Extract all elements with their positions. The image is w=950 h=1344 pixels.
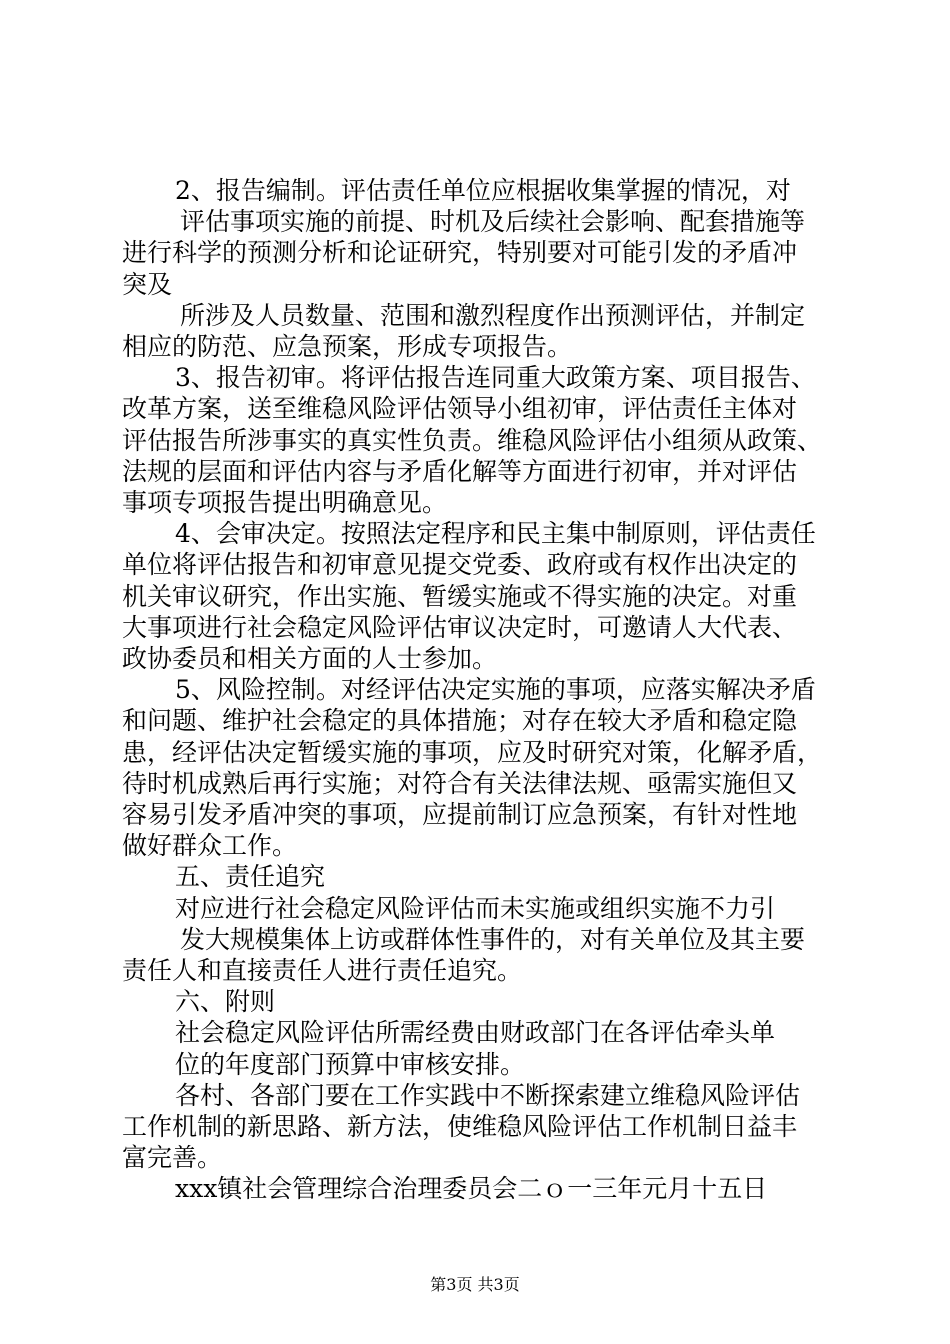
text-line: 2、报告编制。评估责任单位应根据收集掌握的情况，对 bbox=[175, 176, 791, 205]
text-line: 和问题、维护社会稳定的具体措施；对存在较大矛盾和稳定隐 bbox=[122, 706, 798, 735]
text-line: 事项专项报告提出明确意见。 bbox=[122, 488, 448, 517]
text-line: 社会稳定风险评估所需经费由财政部门在各评估牵头单 bbox=[175, 1018, 776, 1047]
text-line: xxx镇社会管理综合治理委员会二ｏ一三年元月十五日 bbox=[175, 1174, 768, 1203]
text-line: 单位将评估报告和初审意见提交党委、政府或有权作出决定的 bbox=[122, 550, 798, 579]
text-line: 发大规模集体上访或群体性事件的，对有关单位及其主要 bbox=[180, 925, 806, 954]
text-line: 容易引发矛盾冲突的事项，应提前制订应急预案，有针对性地 bbox=[122, 800, 798, 829]
text-line: 法规的层面和评估内容与矛盾化解等方面进行初审，并对评估 bbox=[122, 457, 798, 486]
text-line: 3、报告初审。将评估报告连同重大政策方案、项目报告、 bbox=[175, 363, 816, 392]
text-line: 5、风险控制。对经评估决定实施的事项，应落实解决矛盾 bbox=[175, 675, 816, 704]
text-line: 突及 bbox=[122, 270, 173, 299]
text-line: 对应进行社会稳定风险评估而未实施或组织实施不力引 bbox=[175, 894, 776, 923]
text-line: 大事项进行社会稳定风险评估审议决定时，可邀请人大代表、 bbox=[122, 613, 798, 642]
text-line: 评估事项实施的前提、时机及后续社会影响、配套措施等 bbox=[180, 207, 806, 236]
text-line: 政协委员和相关方面的人士参加。 bbox=[122, 644, 498, 673]
text-line: 所涉及人员数量、范围和激烈程度作出预测评估，并制定 bbox=[180, 301, 806, 330]
text-line: 五、责任追究 bbox=[175, 862, 326, 891]
text-line: 患，经评估决定暂缓实施的事项，应及时研究对策，化解矛盾， bbox=[122, 738, 823, 767]
text-line: 机关审议研究，作出实施、暂缓实施或不得实施的决定。对重 bbox=[122, 582, 798, 611]
text-line: 待时机成熟后再行实施；对符合有关法律法规、亟需实施但又 bbox=[122, 769, 798, 798]
text-line: 位的年度部门预算中审核安排。 bbox=[175, 1050, 526, 1079]
text-line: 改革方案，送至维稳风险评估领导小组初审，评估责任主体对 bbox=[122, 394, 798, 423]
text-line: 评估报告所涉事实的真实性负责。维稳风险评估小组须从政策、 bbox=[122, 426, 823, 455]
text-line: 富完善。 bbox=[122, 1143, 223, 1172]
text-line: 六、附则 bbox=[175, 987, 276, 1016]
text-line: 相应的防范、应急预案，形成专项报告。 bbox=[122, 332, 573, 361]
text-line: 4、会审决定。按照法定程序和民主集中制原则，评估责任 bbox=[175, 519, 816, 548]
text-line: 做好群众工作。 bbox=[122, 831, 298, 860]
text-line: 责任人和直接责任人进行责任追究。 bbox=[122, 956, 523, 985]
page-footer: 第3页 共3页 bbox=[430, 1275, 520, 1294]
text-line: 进行科学的预测分析和论证研究，特别要对可能引发的矛盾冲 bbox=[122, 238, 798, 267]
text-line: 各村、各部门要在工作实践中不断探索建立维稳风险评估 bbox=[175, 1081, 801, 1110]
text-line: 工作机制的新思路、新方法，使维稳风险评估工作机制日益丰 bbox=[122, 1112, 798, 1141]
